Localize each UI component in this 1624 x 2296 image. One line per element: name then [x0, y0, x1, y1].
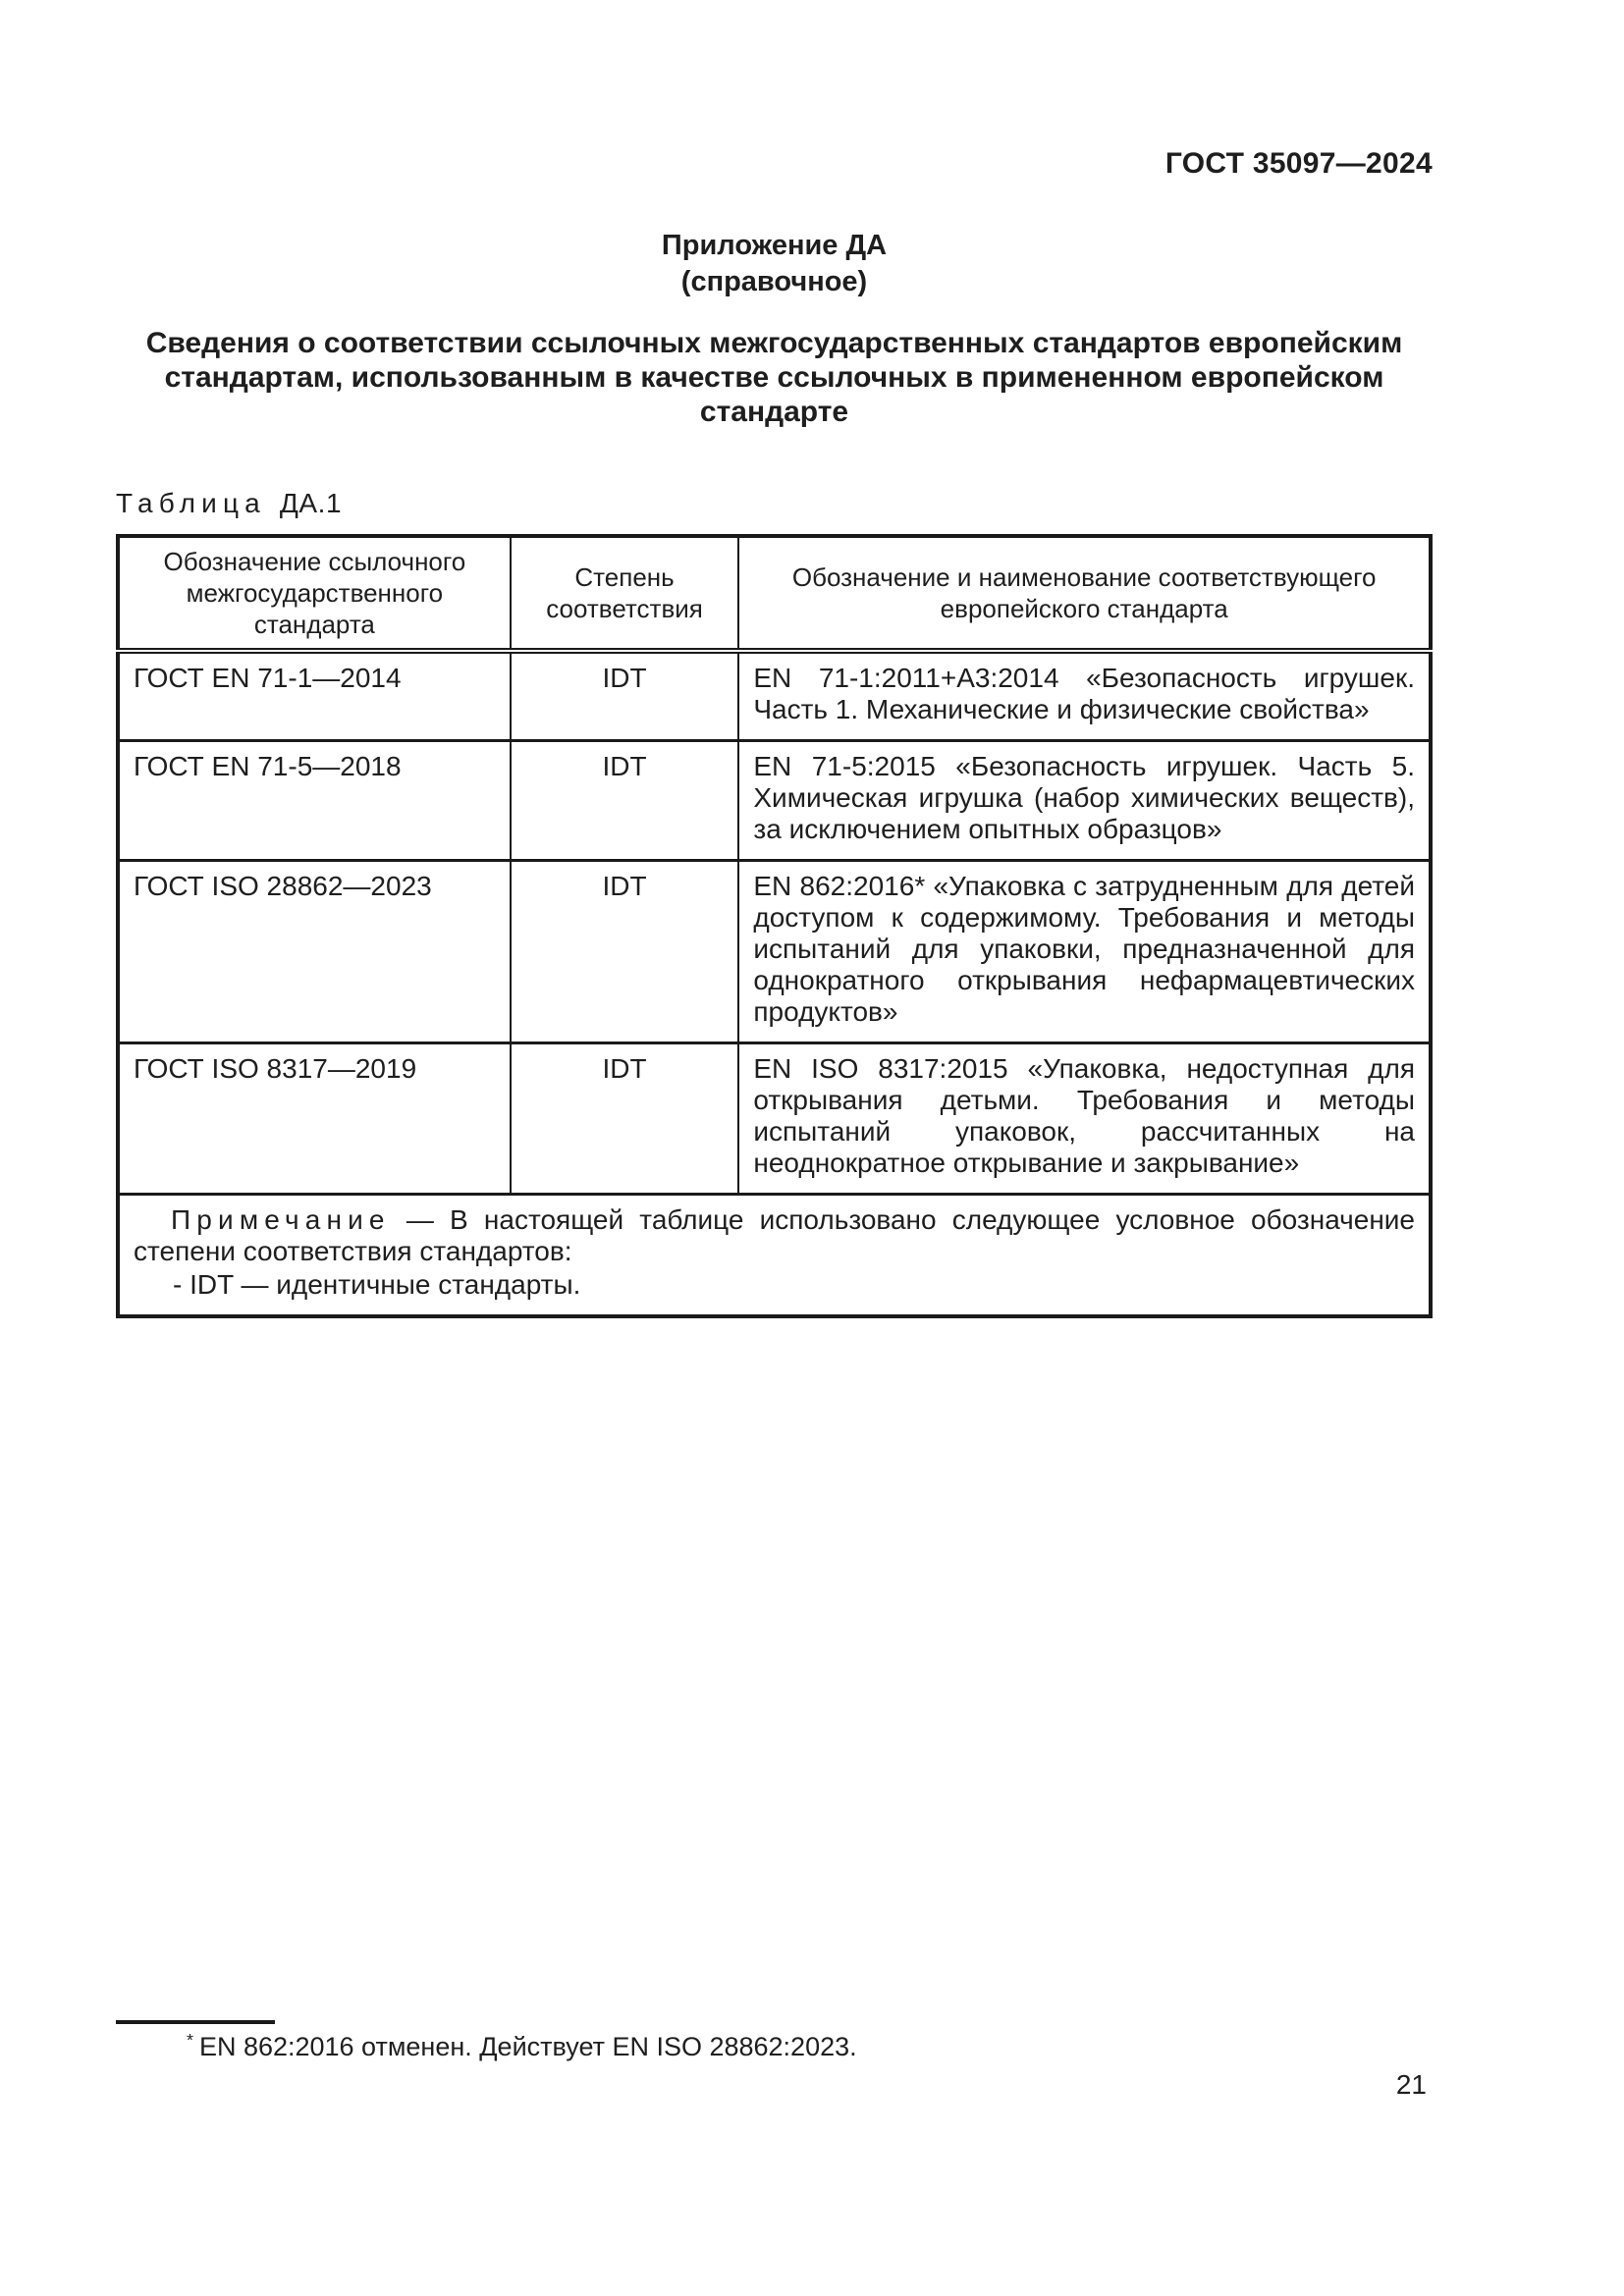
column-header-gost-line2: межгосударственного стандарта	[186, 578, 444, 639]
note-text: В настоящей таблице использовано следующее условное обозначение степени соответствия стандартов:	[134, 1204, 1415, 1266]
footnote-text	[116, 2030, 1433, 2062]
gost-standard-cell: ГОСТ EN 71-5—2018	[118, 741, 511, 861]
degree-cell: IDT	[511, 651, 739, 741]
euro-standard-cell: EN 862:2016* «Упаковка с затрудненным для детей доступом к содержимому. Требования и методы испытаний для упаковки, предназначенной для однократного открывания нефармацевтических продуктов»	[738, 861, 1431, 1043]
table-label-word: Таблица	[116, 488, 266, 518]
table-header-row	[118, 536, 1431, 651]
table-row	[118, 741, 1431, 861]
appendix-heading-line2: стандартам, использованным в качестве ссылочных в примененном европейском стандарте	[164, 361, 1384, 428]
euro-standard-cell: EN 71-5:2015 «Безопасность игрушек. Часть 5. Химическая игрушка (набор химических веществ), за исключением опытных образцов»	[738, 741, 1431, 861]
appendix-heading-line1: Сведения о соответствии ссылочных межгосударственных стандартов европейским	[145, 327, 1403, 359]
column-header-gost-line1: Обозначение ссылочного	[163, 547, 466, 576]
gost-standard-cell: ГОСТ EN 71-1—2014	[118, 651, 511, 741]
degree-cell: IDT	[511, 741, 739, 861]
table-label	[116, 488, 1433, 519]
note-dash: —	[406, 1204, 434, 1235]
note-paragraph	[134, 1204, 1415, 1267]
euro-standard-cell: EN ISO 8317:2015 «Упаковка, недоступная для открывания детьми. Требования и методы испытаний упаковок, рассчитанных на неоднократное открывание и закрывание»	[738, 1043, 1431, 1195]
table-row	[118, 1043, 1431, 1195]
euro-standard-cell: EN 71-1:2011+A3:2014 «Безопасность игрушек. Часть 1. Механические и физические свойства»	[738, 651, 1431, 741]
appendix-heading	[116, 326, 1433, 429]
column-header-euro-line2: европейского стандарта	[940, 594, 1228, 623]
document-code-header: ГОСТ 35097—2024	[1164, 147, 1433, 180]
content-column	[116, 0, 1433, 1318]
appendix-type: (справочное)	[680, 266, 868, 297]
degree-cell: IDT	[511, 861, 739, 1043]
column-header-degree-line2: соответствия	[546, 594, 703, 623]
note-list-item: - IDT — идентичные стандарты.	[173, 1269, 581, 1300]
table-label-number: ДА.1	[279, 488, 343, 518]
table-row	[118, 861, 1431, 1043]
footnote-separator-rule	[116, 2020, 275, 2024]
table-row	[118, 651, 1431, 741]
table-note-row	[118, 1195, 1431, 1317]
correspondence-table	[116, 534, 1433, 1318]
degree-cell: IDT	[511, 1043, 739, 1195]
table-note-cell	[118, 1195, 1431, 1317]
footnote-block	[116, 2020, 1433, 2062]
gost-standard-cell: ГОСТ ISO 8317—2019	[118, 1043, 511, 1195]
appendix-label: Приложение ДА	[661, 230, 888, 261]
note-label: Примечание	[171, 1204, 391, 1235]
footnote-marker: *	[187, 2030, 193, 2050]
gost-standard-cell: ГОСТ ISO 28862—2023	[118, 861, 511, 1043]
column-header-euro-line1: Обозначение и наименование соответствующего	[791, 562, 1377, 592]
column-header-euro	[738, 536, 1431, 651]
footnote-body: EN 862:2016 отменен. Действует EN ISO 28862:2023.	[198, 2032, 857, 2061]
column-header-degree-line1: Степень	[574, 562, 675, 592]
page-number: 21	[1395, 2069, 1427, 2100]
column-header-gost	[118, 536, 511, 651]
column-header-degree	[511, 536, 739, 651]
appendix-title-block	[116, 228, 1433, 300]
